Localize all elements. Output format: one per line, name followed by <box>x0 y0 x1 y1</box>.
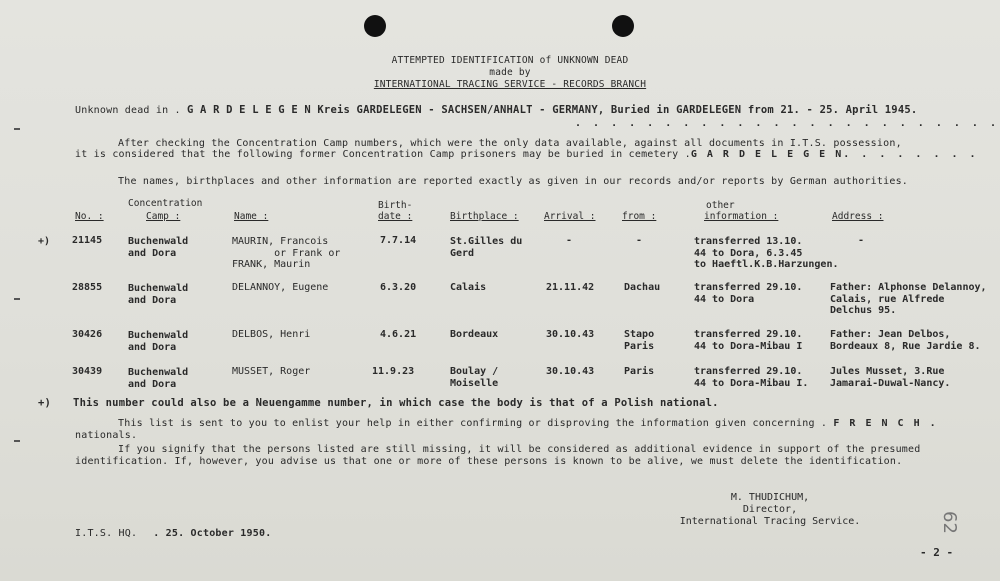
row1-no: 21145 <box>72 235 103 246</box>
row2-birth: 6.3.20 <box>380 282 417 293</box>
names-note: The names, birthplaces and other information are reported exactly as given in our records and/or reports by German authorities. <box>118 176 909 187</box>
row3-other: transferred 29.10. 44 to Dora-Mibau I <box>694 329 803 352</box>
edge-mark <box>14 440 20 442</box>
row3-name: DELBOS, Henri <box>232 329 311 340</box>
row1-birth: 7.7.14 <box>380 235 417 246</box>
row3-from: Stapo Paris <box>624 329 655 352</box>
row2-name: DELANNOY, Eugene <box>232 282 329 293</box>
col-header-name: Name : <box>234 211 269 222</box>
doc-title: ATTEMPTED IDENTIFICATION of UNKNOWN DEAD <box>391 55 629 66</box>
row3-no: 30426 <box>72 329 103 340</box>
row1-from: - <box>636 235 643 246</box>
nationals-word: nationals. <box>75 430 138 441</box>
punch-hole-right-icon <box>612 15 634 37</box>
footnote-mark: +) <box>38 397 52 409</box>
handwritten-page-number: 62 <box>938 511 960 534</box>
unknown-dead-dots: . . . . . . . . . . . . . . . . . . . . . . . . <box>575 118 999 129</box>
col-header-arrival: Arrival : <box>544 211 596 222</box>
row1-mark: +) <box>38 236 51 247</box>
row4-no: 30439 <box>72 366 103 377</box>
row4-other: transferred 29.10. 44 to Dora-Mibau I. <box>694 366 809 389</box>
signature-name: M. THUDICHUM, <box>730 492 810 503</box>
row2-arrival: 21.11.42 <box>546 282 595 293</box>
paragraph-list-sent <box>118 418 938 430</box>
row1-name: MAURIN, Francois or Frank or FRANK, Maurin <box>232 236 341 270</box>
row4-camp: Buchenwald and Dora <box>128 367 189 390</box>
doc-made-by: made by <box>489 67 531 78</box>
footer-hq-label: I.T.S. HQ. <box>75 528 138 539</box>
row3-birthplace: Bordeaux <box>450 329 499 340</box>
row4-name: MUSSET, Roger <box>232 366 311 377</box>
footnote-text: This number could also be a Neuengamme number, in which case the body is that of a Polish national. <box>73 397 719 409</box>
row1-address: - <box>858 235 865 246</box>
edge-mark <box>14 298 20 300</box>
after-checking-2-text: it is considered that the following former Concentration Camp prisoners may be buried in cemetery . <box>75 149 691 160</box>
nationality-word: F R E N C H . <box>833 418 938 429</box>
row1-camp: Buchenwald and Dora <box>128 236 189 259</box>
unknown-dead-text: G A R D E L E G E N Kreis GARDELEGEN - SACHSEN/ANHALT - GERMANY, Buried in GARDELEGEN from 21. - 25. April 1945. <box>186 104 918 116</box>
row2-birthplace: Calais <box>450 282 487 293</box>
paragraph-after-checking-2 <box>75 149 979 161</box>
unknown-dead-prefix: Unknown dead in . <box>75 105 187 116</box>
footer-hq <box>75 528 271 540</box>
row1-arrival: - <box>566 235 573 246</box>
row4-birth: 11.9.23 <box>372 366 415 377</box>
col-header-other: information : <box>704 211 779 222</box>
footnote <box>38 397 719 409</box>
footer-date: . 25. October 1950. <box>153 528 272 539</box>
col-header-no: No. : <box>75 211 104 222</box>
row2-from: Dachau <box>624 282 661 293</box>
cemetery-dots: . . . . . . . . <box>843 149 979 160</box>
list-sent-text: This list is sent to you to enlist your help in either confirming or disproving the information given concerning . <box>118 418 834 429</box>
cemetery-name: G A R D E L E G E N <box>690 149 844 160</box>
paragraph-after-checking-1: After checking the Concentration Camp numbers, which were the only data available, against all documents in I.T.S. possession, <box>118 138 902 149</box>
row2-address: Father: Alphonse Delannoy, Calais, rue Alfrede Delchus 95. <box>830 282 987 316</box>
col-header-birth-top: Birth- <box>378 200 413 211</box>
col-header-camp: Camp : <box>146 211 181 222</box>
edge-mark <box>14 128 20 130</box>
row4-birthplace: Boulay / Moiselle <box>450 366 499 389</box>
col-header-camp-top: Concentration <box>128 198 203 209</box>
paragraph-signify-1: If you signify that the persons listed are still missing, it will be considered as additional evidence in support of the presumed <box>118 444 921 455</box>
row4-address: Jules Musset, 3.Rue Jamarai-Duwal-Nancy. <box>830 366 951 389</box>
row3-camp: Buchenwald and Dora <box>128 330 189 353</box>
col-header-from: from : <box>622 211 657 222</box>
col-header-other-top: other <box>706 200 735 211</box>
row3-address: Father: Jean Delbos, Bordeaux 8, Rue Jardie 8. <box>830 329 981 352</box>
col-header-address: Address : <box>832 211 884 222</box>
signature-title: Director, <box>742 504 798 515</box>
row2-camp: Buchenwald and Dora <box>128 283 189 306</box>
unknown-dead-line <box>75 104 917 117</box>
row3-arrival: 30.10.43 <box>546 329 595 340</box>
row2-other: transferred 29.10. 44 to Dora <box>694 282 803 305</box>
signature-org: International Tracing Service. <box>679 516 861 527</box>
row2-no: 28855 <box>72 282 103 293</box>
doc-organization: INTERNATIONAL TRACING SERVICE - RECORDS BRANCH <box>373 79 647 90</box>
punch-hole-left-icon <box>364 15 386 37</box>
row4-arrival: 30.10.43 <box>546 366 595 377</box>
row4-from: Paris <box>624 366 655 377</box>
row1-other: transferred 13.10. 44 to Dora, 6.3.45 to Haeftl.K.B.Harzungen. <box>694 236 839 270</box>
row3-birth: 4.6.21 <box>380 329 417 340</box>
col-header-birthplace: Birthplace : <box>450 211 519 222</box>
col-header-birth: date : <box>378 211 413 222</box>
row1-birthplace: St.Gilles du Gerd <box>450 236 523 259</box>
page-number: - 2 - <box>920 546 954 559</box>
paragraph-signify-2: identification. If, however, you advise us that one or more of these persons is known to be alive, we must delete the identification. <box>75 456 903 467</box>
